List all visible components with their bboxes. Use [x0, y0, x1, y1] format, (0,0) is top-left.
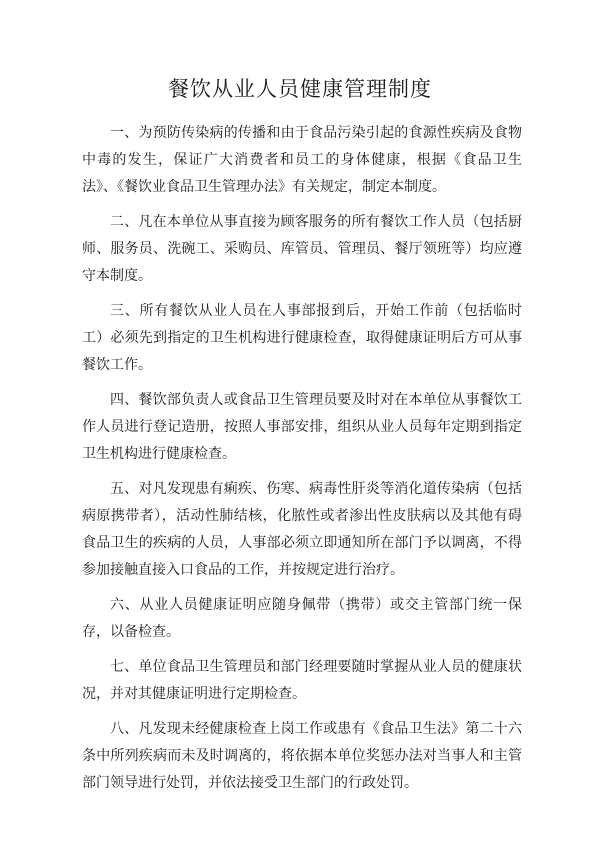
paragraph-8: 八、凡发现未经健康检查上岗工作或患有《食品卫生法》第二十六条中所列疾病而未及时调离的，将依据本单位奖惩办法对当事人和主管部门领导进行处罚，并依法接受卫生部门的行政处罚。 — [82, 721, 522, 791]
paragraph-2: 二、凡在本单位从事直接为顾客服务的所有餐饮工作人员（包括厨师、服务员、洗碗工、采购员、库管员、管理员、餐厅领班等）均应遵守本制度。 — [82, 214, 522, 284]
paragraph-3: 三、所有餐饮从业人员在人事部报到后，开始工作前（包括临时工）必须先到指定的卫生机构进行健康检查，取得健康证明后方可从事餐饮工作。 — [82, 303, 522, 373]
paragraph-6: 六、从业人员健康证明应随身佩带（携带）或交主管部门统一保存，以备检查。 — [82, 597, 522, 640]
paragraph-4: 四、餐饮部负责人或食品卫生管理员要及时对在本单位从事餐饮工作人员进行登记造册，按照人事部安排，组织从业人员每年定期到指定卫生机构进行健康检查。 — [82, 392, 522, 462]
paragraph-1: 一、为预防传染病的传播和由于食品污染引起的食源性疾病及食物中毒的发生，保证广大消费者和员工的身体健康，根据《食品卫生法》、《餐饮业食品卫生管理办法》有关规定，制定本制度。 — [82, 125, 522, 195]
paragraph-5: 五、对凡发现患有痢疾、伤寒、病毒性肝炎等消化道传染病（包括病原携带者），活动性肺结核，化脓性或者渗出性皮肤病以及其他有碍食品卫生的疾病的人员，人事部必须立即通知所在部门予以调离，不得参加接触直接入口食品的工作，并按规定进行治疗。 — [82, 481, 522, 578]
document-body — [82, 120, 522, 805]
paragraph-7: 七、单位食品卫生管理员和部门经理要随时掌握从业人员的健康状况，并对其健康证明进行定期检查。 — [82, 659, 522, 702]
document-title: 餐饮从业人员健康管理制度 — [168, 77, 432, 101]
